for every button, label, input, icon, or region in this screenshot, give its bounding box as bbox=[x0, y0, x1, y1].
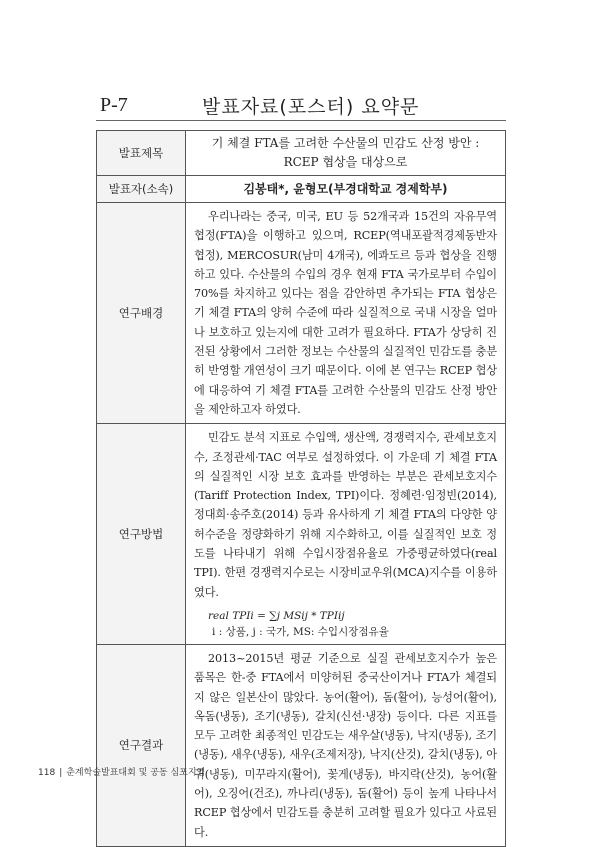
row-background bbox=[97, 203, 506, 424]
page-number: 118 bbox=[38, 768, 56, 778]
label-results: 연구결과 bbox=[97, 644, 186, 846]
row-presenter bbox=[97, 176, 506, 203]
label-title: 발표제목 bbox=[97, 131, 186, 176]
row-method bbox=[97, 424, 506, 645]
page-footer bbox=[38, 765, 205, 778]
row-results bbox=[97, 644, 506, 846]
footer-event-name: 춘계학술발표대회 및 공동 심포지엄 bbox=[66, 768, 206, 778]
value-presenter-cell bbox=[186, 176, 506, 203]
value-background-cell bbox=[186, 203, 506, 424]
row-title bbox=[97, 131, 506, 176]
value-title-cell bbox=[186, 131, 506, 176]
poster-code: P-7 bbox=[100, 94, 128, 116]
page-header bbox=[96, 90, 506, 122]
method-text: 민감도 분석 지표로 수입액, 생산액, 경쟁력지수, 관세보호지수, 조정관세·TAC 여부로 설정하였다. 이 가운데 기 체결 FTA의 실질적인 시장 보호 효과를 반영하는 부분은 관세보호지수(Tariff Protection Index, TPI)이다. 정혜련·임정빈(2014), 정대희·송주호(2014) 등과 유사하게 기 체결 FTA의 다양한 양허수준을 정량화하기 위해 지수화하고, 이를 실질적인 보호 정도를 나타내기 위해 수입시장점유율로 가중평균하였다(real TPI). 한편 경쟁력지수로는 시장비교우위(MCA)지수를 이용하였다. bbox=[194, 431, 497, 599]
label-presenter: 발표자(소속) bbox=[97, 176, 186, 203]
footer-separator: | bbox=[59, 768, 63, 778]
label-method: 연구방법 bbox=[97, 424, 186, 645]
tpi-formula-block bbox=[186, 606, 505, 644]
presentation-title: 기 체결 FTA를 고려한 수산물의 민감도 산정 방안 : RCEP 협상을 대상으로 bbox=[211, 136, 480, 169]
summary-table bbox=[96, 130, 506, 847]
results-text: 2013~2015년 평균 기준으로 실질 관세보호지수가 높은 품목은 한-중 FTA에서 미양허된 중국산이거나 FTA가 체결되지 않은 일본산이 많았다. 농어(활어), 돔(활어), 능성어(활어), 옥돔(냉동), 조기(냉동), 갈치(신선·냉장) 등이다. 다른 지표를 모두 고려한 최종적인 민감도는 새우살(냉동), 낙지(냉동), 조기(냉동), 새우(냉동), 새우(조제저장), 낙지(산것), 갈치(냉동), 아귀(냉동), 미꾸라지(활어), 꽃게(냉동), 바지락(산것), 농어(활어), 오징어(건조), 까나리(냉동), 돔(활어) 등이 높게 나타나서 RCEP 협상에서 민감도를 충분히 고려할 필요가 있다고 사료된다. bbox=[194, 651, 497, 839]
tpi-formula: real TPIi = ∑j MSij * TPIij bbox=[208, 609, 345, 622]
header-divider bbox=[96, 120, 506, 121]
value-method-cell bbox=[186, 424, 506, 645]
formula-legend: i : 상품, j : 국가, MS: 수입시장점유율 bbox=[212, 625, 389, 638]
value-results-cell bbox=[186, 644, 506, 846]
presenter-affiliation: 김봉태*, 윤형모(부경대학교 경제학부) bbox=[243, 181, 448, 196]
page-title: 발표자료(포스터) 요약문 bbox=[202, 96, 420, 118]
background-text: 우리나라는 중국, 미국, EU 등 52개국과 15건의 자유무역협정(FTA)을 이행하고 있으며, RCEP(역내포괄적경제동반자협정), MERCOSUR(남미 4개국), 에콰도르 등과 협상을 진행하고 있다. 수산물의 수입의 경우 현재 FTA 국가로부터 수입이 70%를 차지하고 있다는 점을 감안하면 추가되는 FTA 협상은 기 체결 FTA의 양허 수준에 따라 실질적으로 국내 시장을 얼마나 보호하고 있는지에 대한 고려가 필요하다. FTA가 상당히 진전된 상황에서 그러한 정보는 수산물의 실질적인 민감도를 충분히 반영할 개연성이 크기 때문이다. 이에 본 연구는 RCEP 협상에 대응하여 기 체결 FTA를 고려한 수산물의 민감도 산정 방안을 제안하고자 하였다. bbox=[194, 210, 497, 416]
label-background: 연구배경 bbox=[97, 203, 186, 424]
